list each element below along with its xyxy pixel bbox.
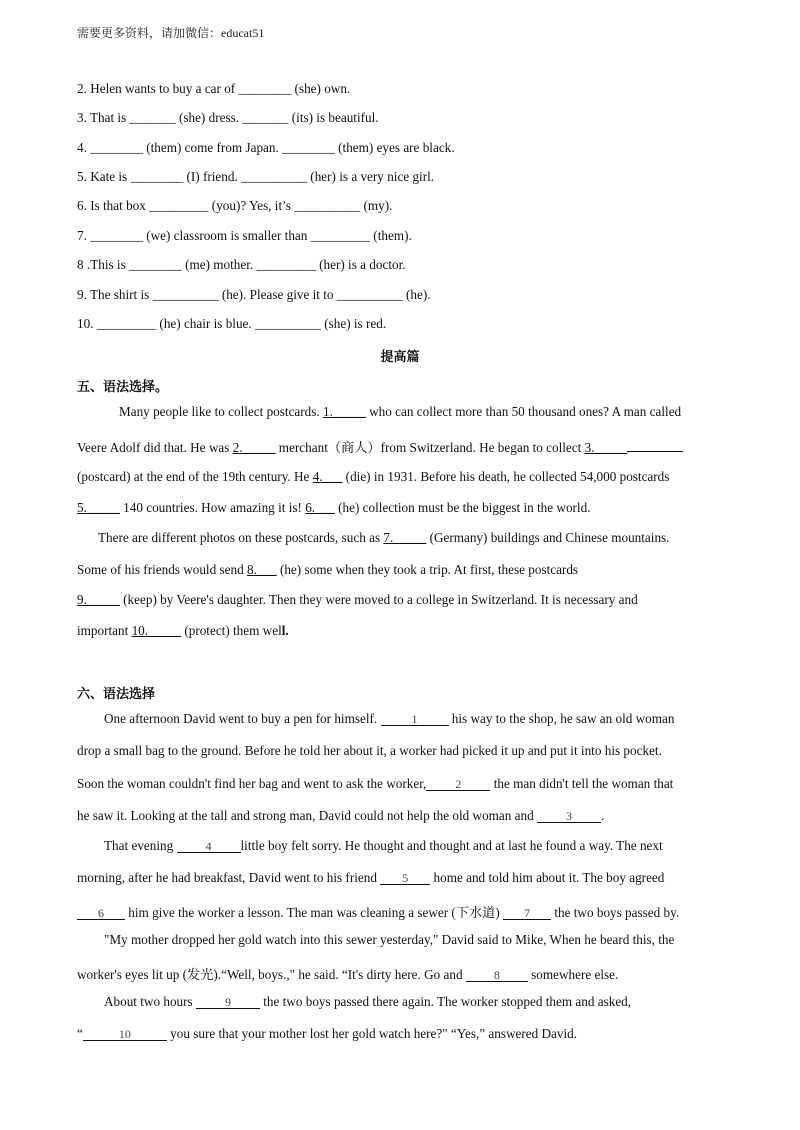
blank-3[interactable]: 3._____ bbox=[584, 440, 628, 455]
s6-blank-6[interactable]: 6 bbox=[77, 907, 125, 920]
s6-blank-8[interactable]: 8 bbox=[466, 969, 528, 982]
exercise-line: 5. Kate is ________ (I) friend. __________ (her) is a very nice girl. bbox=[77, 169, 435, 184]
s6-line-8: "My mother dropped her gold watch into this sewer yesterday," David said to Mike, When he beard this, the bbox=[104, 932, 675, 947]
exercise-line: 6. Is that box _________ (you)? Yes, it’s __________ (my). bbox=[77, 198, 393, 213]
s5-line-2: Veere Adolf did that. He was 2._____ merchant（商人）from Switzerland. He began to collect 3._____ bbox=[77, 437, 723, 456]
exercise-line: 8 .This is ________ (me) mother. _________ (her) is a doctor. bbox=[77, 257, 406, 272]
s6-line-7: 6 him give the worker a lesson. The man was cleaning a sewer (下水道) 7 the two boys passed by. bbox=[77, 902, 723, 921]
s6-line-9: worker's eyes lit up (发光).“Well, boys.," he said. “It's dirty here. Go and 8 somewhere else. bbox=[77, 967, 619, 982]
exercise-line: 2. Helen wants to buy a car of ________ (she) own. bbox=[77, 81, 351, 96]
s6-blank-4[interactable]: 4 bbox=[177, 840, 241, 853]
exercise-line: 7. ________ (we) classroom is smaller than _________ (them). bbox=[77, 228, 412, 243]
section5-heading: 五、语法选择。 bbox=[77, 380, 169, 395]
exercise-line: 10. _________ (he) chair is blue. __________ (she) is red. bbox=[77, 316, 387, 331]
s5-line-6: Some of his friends would send 8.___ (he) some when they took a trip. At first, these postcards bbox=[77, 562, 579, 577]
s5-line-8: important 10._____ (protect) them well. bbox=[77, 623, 289, 638]
s6-line-3: Soon the woman couldn't find her bag and went to ask the worker, 2 the man didn't tell the woman that bbox=[77, 776, 674, 791]
s6-line-2: drop a small bag to the ground. Before he told her about it, a worker had picked it up and put it into his pocket. bbox=[77, 743, 662, 758]
s6-line-1: One afternoon David went to buy a pen for himself. 1 his way to the shop, he saw an old woman bbox=[104, 711, 675, 726]
blank-4[interactable]: 4.___ bbox=[312, 469, 343, 484]
s5-line-5: There are different photos on these postcards, such as 7._____ (Germany) buildings and Chinese mountains. bbox=[98, 530, 670, 545]
blank-8[interactable]: 8.___ bbox=[246, 562, 277, 577]
s6-blank-1[interactable]: 1 bbox=[381, 713, 449, 726]
s5-line-3: (postcard) at the end of the 19th century. He 4.___ (die) in 1931. Before his death, he collected 54,000 postcards bbox=[77, 469, 670, 484]
exercise-line: 4. ________ (them) come from Japan. ________ (them) eyes are black. bbox=[77, 140, 455, 155]
s6-blank-10[interactable]: 10 bbox=[83, 1028, 167, 1041]
s6-blank-3[interactable]: 3 bbox=[537, 810, 601, 823]
s6-line-5: That evening 4 little boy felt sorry. He thought and thought and at last he found a way. The next bbox=[104, 838, 663, 853]
s6-line-4: he saw it. Looking at the tall and strong man, David could not help the old woman and 3 . bbox=[77, 808, 605, 823]
page-header: 需要更多资料，请加微信：educat51 bbox=[77, 26, 265, 40]
exercise-line: 9. The shirt is __________ (he). Please give it to __________ (he). bbox=[77, 287, 431, 302]
section-title: 提高篇 bbox=[380, 350, 420, 365]
blank-5[interactable]: 5._____ bbox=[77, 500, 120, 515]
s5-line-1: Many people like to collect postcards. 1._____ who can collect more than 50 thousand ones? A man called bbox=[119, 404, 682, 419]
blank-7[interactable]: 7._____ bbox=[383, 530, 427, 545]
s6-blank-9[interactable]: 9 bbox=[196, 996, 260, 1009]
s6-blank-2[interactable]: 2 bbox=[426, 778, 490, 791]
s6-blank-7[interactable]: 7 bbox=[503, 907, 551, 920]
blank-1[interactable]: 1._____ bbox=[322, 404, 366, 419]
s5-line-7: 9._____ (keep) by Veere's daughter. Then they were moved to a college in Switzerland. It is necessary and bbox=[77, 592, 638, 607]
blank-10[interactable]: 10._____ bbox=[131, 623, 182, 638]
s5-line-4: 5._____ 140 countries. How amazing it is! 6.___ (he) collection must be the biggest in the world. bbox=[77, 500, 591, 515]
s6-blank-5[interactable]: 5 bbox=[380, 872, 430, 885]
s6-line-10: About two hours 9 the two boys passed there again. The worker stopped them and asked, bbox=[104, 994, 632, 1009]
section6-heading: 六、语法选择 bbox=[77, 687, 156, 702]
blank-3-extension bbox=[627, 439, 683, 452]
blank-6[interactable]: 6.___ bbox=[305, 500, 335, 515]
blank-2[interactable]: 2._____ bbox=[232, 440, 276, 455]
s6-line-11: “ 10 you sure that your mother lost her gold watch here?" “Yes,” answered David. bbox=[77, 1026, 578, 1041]
blank-9[interactable]: 9._____ bbox=[77, 592, 120, 607]
exercise-line: 3. That is _______ (she) dress. _______ (its) is beautiful. bbox=[77, 110, 379, 125]
s6-line-6: morning, after he had breakfast, David went to his friend 5 home and told him about it. The boy agreed bbox=[77, 870, 665, 885]
